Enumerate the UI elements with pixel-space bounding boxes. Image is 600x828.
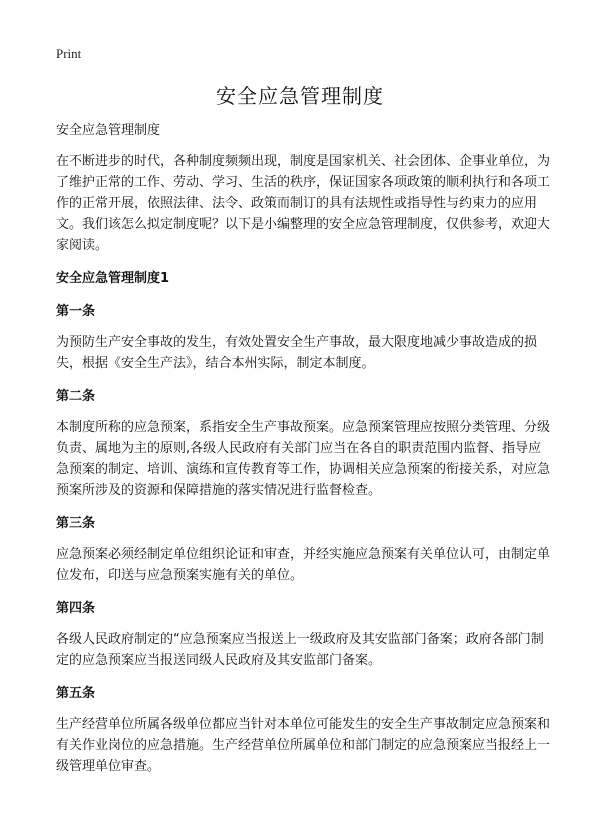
article-5-body: 生产经营单位所属各级单位都应当针对本单位可能发生的安全生产事故制定应急预案和有关作业岗位的应急措施。生产经营单位所属单位和部门制定的应急预案应当报经上一级管理单位审查。	[56, 717, 551, 774]
document-body	[56, 120, 550, 789]
print-link[interactable]: Print	[56, 46, 82, 61]
article-1-heading: 第一条	[56, 304, 96, 319]
article-2-heading: 第二条	[56, 389, 96, 404]
intro-paragraph: 在不断进步的时代，各种制度频频出现，制度是国家机关、社会团体、企事业单位，为了维护正常的工作、劳动、学习、生活的秩序，保证国家各项政策的顺利执行和各项工作的正常开展，依照法律、法令、政策而制订的具有法规性或指导性与约束力的应用文。我们该怎么拟定制度呢？以下是小编整理的安全应急管理制度，仅供参考，欢迎大家阅读。	[56, 154, 551, 253]
article-2-body: 本制度所称的应急预案，系指安全生产事故预案。应急预案管理应按照分类管理、分级负责、属地为主的原则,各级人民政府有关部门应当在各自的职责范围内监督、指导应急预案的制定、培训、演练和宣传教育等工作，协调相关应急预案的衔接关系，对应急预案所涉及的资源和保障措施的落实情况进行监督检查。	[56, 420, 551, 498]
document-subtitle: 安全应急管理制度	[56, 123, 161, 138]
article-4-body: 各级人民政府制定的“应急预案应当报送上一级政府及其安监部门备案；政府各部门制定的应急预案应当报送同级人民政府及其安监部门备案。	[56, 632, 544, 668]
article-1-body: 为预防生产安全事故的发生，有效处置安全生产事故，最大限度地减少事故造成的损失，根据《安全生产法》，结合本州实际，制定本制度。	[56, 335, 538, 371]
page-title: 安全应急管理制度	[216, 84, 384, 108]
article-5-heading: 第五条	[56, 686, 96, 701]
section-heading: 安全应急管理制度1	[56, 271, 170, 286]
article-3-heading: 第三条	[56, 516, 96, 531]
article-4-heading: 第四条	[56, 601, 96, 616]
article-3-body: 应急预案必须经制定单位组织论证和审查，并经实施应急预案有关单位认可，由制定单位发布，印送与应急预案实施有关的单位。	[56, 547, 551, 583]
